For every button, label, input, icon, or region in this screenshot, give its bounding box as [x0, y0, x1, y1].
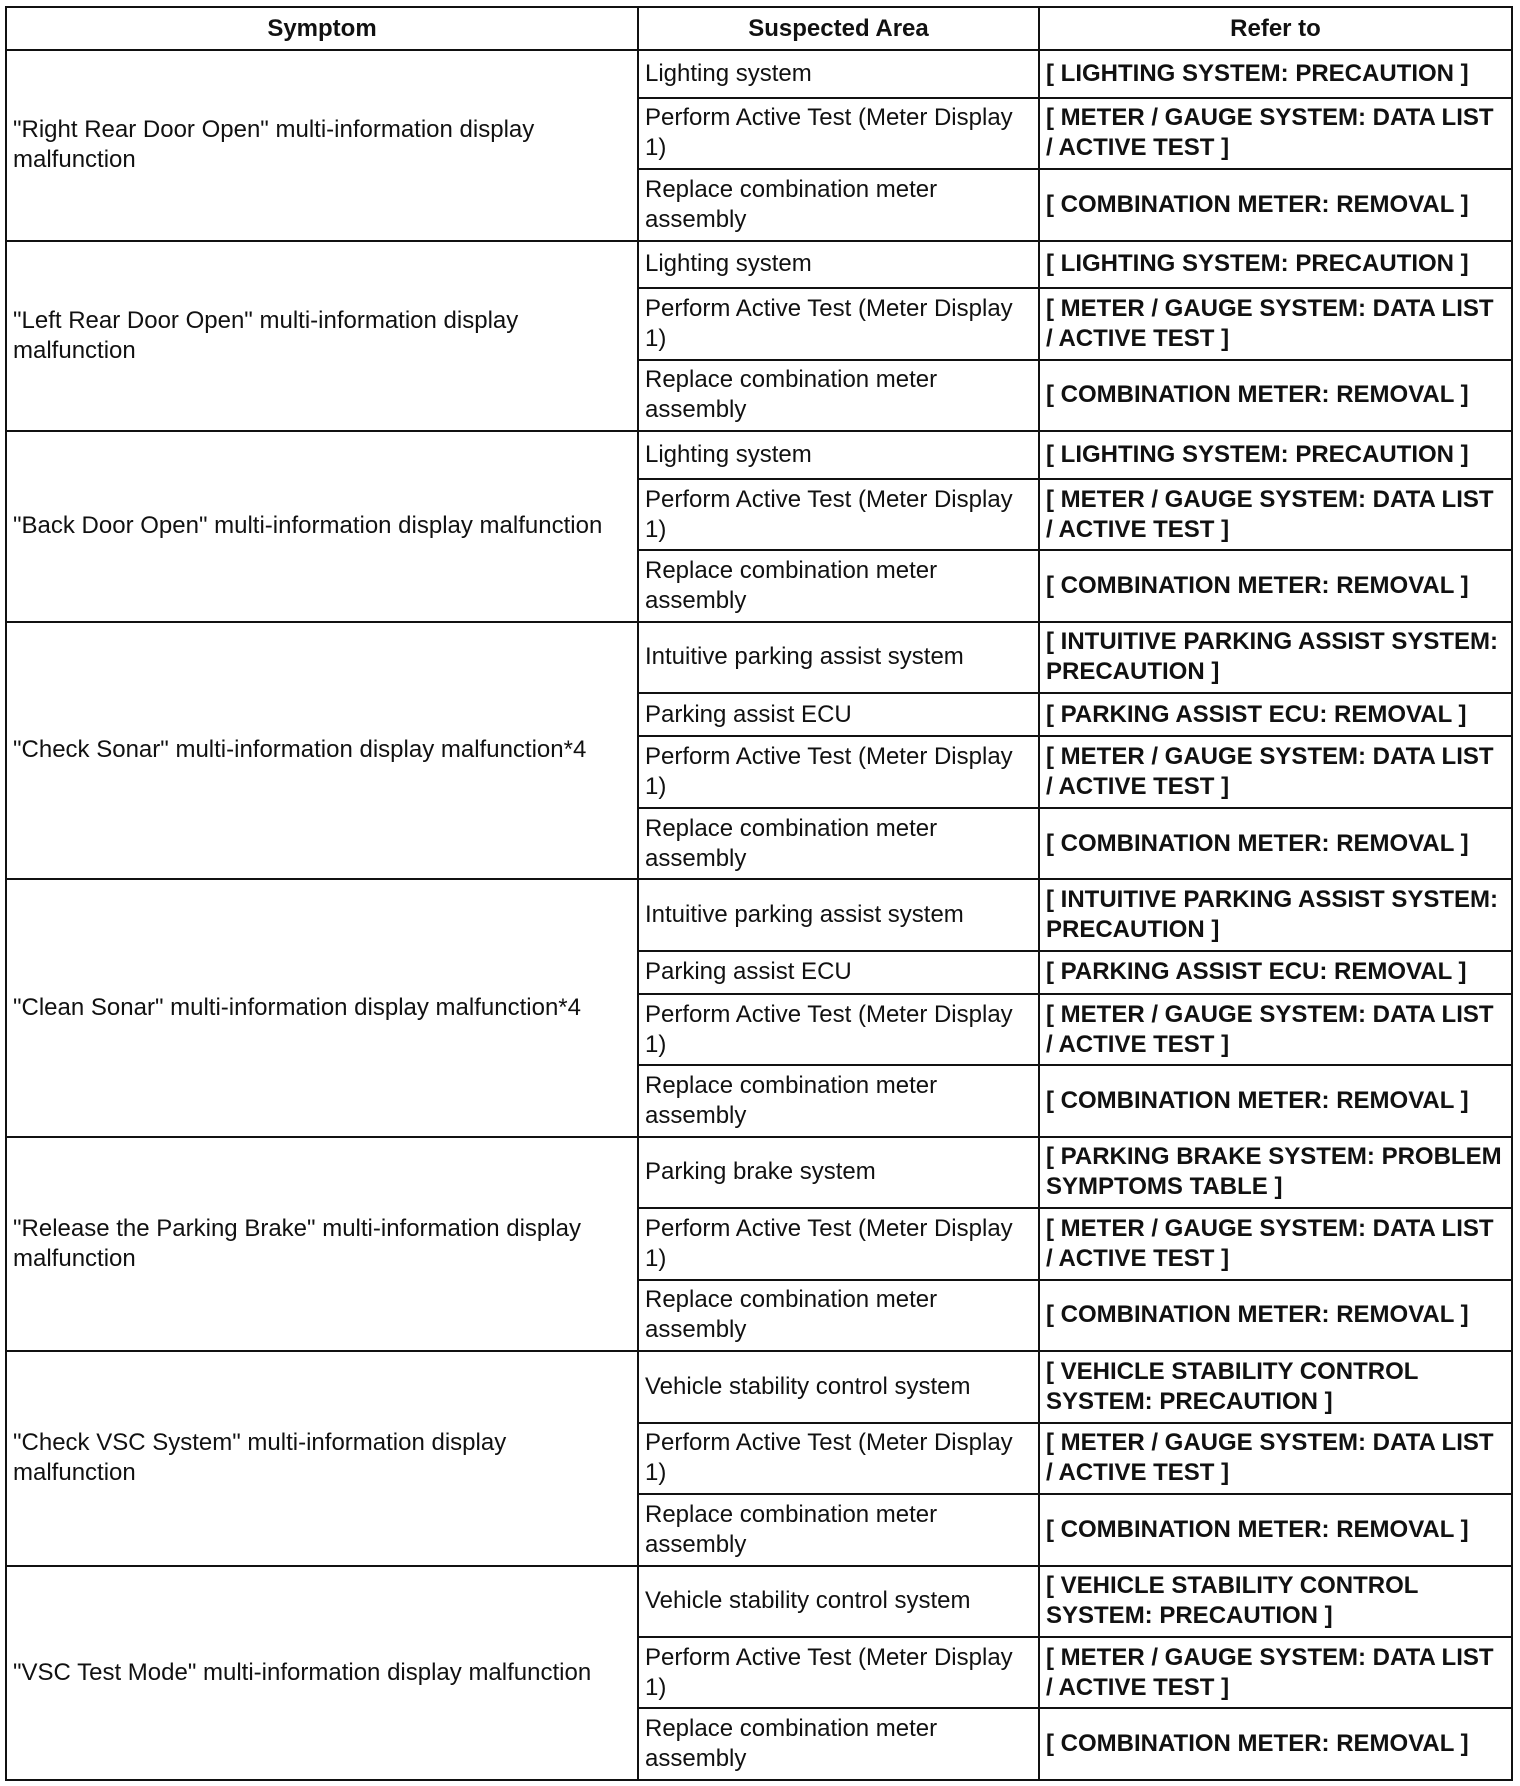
refer-to-cell: [ METER / GAUGE SYSTEM: DATA LIST / ACTIVE TEST ]: [1039, 994, 1512, 1065]
refer-to-cell: [ COMBINATION METER: REMOVAL ]: [1039, 169, 1512, 240]
refer-to-cell: [ PARKING BRAKE SYSTEM: PROBLEM SYMPTOMS TABLE ]: [1039, 1137, 1512, 1208]
suspected-area-cell: Lighting system: [638, 431, 1039, 479]
suspected-area-cell: Replace combination meter assembly: [638, 1065, 1039, 1136]
refer-to-cell: [ COMBINATION METER: REMOVAL ]: [1039, 1280, 1512, 1351]
problem-symptoms-table: [5, 6, 1513, 1781]
table-row: [6, 431, 1512, 479]
refer-to-cell: [ PARKING ASSIST ECU: REMOVAL ]: [1039, 693, 1512, 736]
header-row: [6, 7, 1512, 50]
suspected-area-cell: Replace combination meter assembly: [638, 169, 1039, 240]
suspected-area-cell: Perform Active Test (Meter Display 1): [638, 736, 1039, 807]
symptom-cell: "Check VSC System" multi-information display malfunction: [6, 1351, 638, 1565]
refer-to-cell: [ INTUITIVE PARKING ASSIST SYSTEM: PRECAUTION ]: [1039, 879, 1512, 950]
suspected-area-cell: Parking brake system: [638, 1137, 1039, 1208]
refer-to-cell: [ COMBINATION METER: REMOVAL ]: [1039, 360, 1512, 431]
suspected-area-cell: Replace combination meter assembly: [638, 1708, 1039, 1780]
suspected-area-cell: Replace combination meter assembly: [638, 1280, 1039, 1351]
header-refer-to: Refer to: [1039, 7, 1512, 50]
suspected-area-cell: Replace combination meter assembly: [638, 1494, 1039, 1565]
refer-to-cell: [ COMBINATION METER: REMOVAL ]: [1039, 1494, 1512, 1565]
refer-to-cell: [ COMBINATION METER: REMOVAL ]: [1039, 1708, 1512, 1780]
table-row: [6, 241, 1512, 289]
symptom-cell: "Left Rear Door Open" multi-information display malfunction: [6, 241, 638, 432]
refer-to-cell: [ COMBINATION METER: REMOVAL ]: [1039, 808, 1512, 879]
refer-to-cell: [ VEHICLE STABILITY CONTROL SYSTEM: PRECAUTION ]: [1039, 1351, 1512, 1422]
suspected-area-cell: Perform Active Test (Meter Display 1): [638, 994, 1039, 1065]
refer-to-cell: [ METER / GAUGE SYSTEM: DATA LIST / ACTIVE TEST ]: [1039, 288, 1512, 359]
header-suspected-area: Suspected Area: [638, 7, 1039, 50]
suspected-area-cell: Replace combination meter assembly: [638, 550, 1039, 621]
table-body: [6, 50, 1512, 1780]
suspected-area-cell: Lighting system: [638, 50, 1039, 98]
symptom-cell: "Right Rear Door Open" multi-information display malfunction: [6, 50, 638, 241]
suspected-area-cell: Vehicle stability control system: [638, 1566, 1039, 1637]
symptom-cell: "Back Door Open" multi-information display malfunction: [6, 431, 638, 622]
suspected-area-cell: Perform Active Test (Meter Display 1): [638, 1637, 1039, 1708]
table-row: [6, 622, 1512, 693]
table-row: [6, 1351, 1512, 1422]
symptom-cell: "Clean Sonar" multi-information display malfunction*4: [6, 879, 638, 1137]
refer-to-cell: [ METER / GAUGE SYSTEM: DATA LIST / ACTIVE TEST ]: [1039, 1208, 1512, 1279]
refer-to-cell: [ METER / GAUGE SYSTEM: DATA LIST / ACTIVE TEST ]: [1039, 1423, 1512, 1494]
refer-to-cell: [ VEHICLE STABILITY CONTROL SYSTEM: PRECAUTION ]: [1039, 1566, 1512, 1637]
suspected-area-cell: Perform Active Test (Meter Display 1): [638, 1208, 1039, 1279]
symptom-cell: "Check Sonar" multi-information display malfunction*4: [6, 622, 638, 880]
refer-to-cell: [ METER / GAUGE SYSTEM: DATA LIST / ACTIVE TEST ]: [1039, 98, 1512, 169]
refer-to-cell: [ COMBINATION METER: REMOVAL ]: [1039, 1065, 1512, 1136]
refer-to-cell: [ METER / GAUGE SYSTEM: DATA LIST / ACTIVE TEST ]: [1039, 1637, 1512, 1708]
suspected-area-cell: Intuitive parking assist system: [638, 622, 1039, 693]
symptom-cell: "VSC Test Mode" multi-information display malfunction: [6, 1566, 638, 1780]
table-row: [6, 50, 1512, 98]
suspected-area-cell: Parking assist ECU: [638, 951, 1039, 994]
suspected-area-cell: Replace combination meter assembly: [638, 360, 1039, 431]
suspected-area-cell: Perform Active Test (Meter Display 1): [638, 1423, 1039, 1494]
header-symptom: Symptom: [6, 7, 638, 50]
refer-to-cell: [ METER / GAUGE SYSTEM: DATA LIST / ACTIVE TEST ]: [1039, 479, 1512, 550]
suspected-area-cell: Intuitive parking assist system: [638, 879, 1039, 950]
suspected-area-cell: Replace combination meter assembly: [638, 808, 1039, 879]
refer-to-cell: [ INTUITIVE PARKING ASSIST SYSTEM: PRECAUTION ]: [1039, 622, 1512, 693]
table-row: [6, 1566, 1512, 1637]
suspected-area-cell: Parking assist ECU: [638, 693, 1039, 736]
refer-to-cell: [ COMBINATION METER: REMOVAL ]: [1039, 550, 1512, 621]
refer-to-cell: [ LIGHTING SYSTEM: PRECAUTION ]: [1039, 50, 1512, 98]
table-row: [6, 1137, 1512, 1208]
suspected-area-cell: Vehicle stability control system: [638, 1351, 1039, 1422]
refer-to-cell: [ PARKING ASSIST ECU: REMOVAL ]: [1039, 951, 1512, 994]
refer-to-cell: [ METER / GAUGE SYSTEM: DATA LIST / ACTIVE TEST ]: [1039, 736, 1512, 807]
suspected-area-cell: Perform Active Test (Meter Display 1): [638, 479, 1039, 550]
table-row: [6, 879, 1512, 950]
refer-to-cell: [ LIGHTING SYSTEM: PRECAUTION ]: [1039, 431, 1512, 479]
suspected-area-cell: Perform Active Test (Meter Display 1): [638, 98, 1039, 169]
suspected-area-cell: Perform Active Test (Meter Display 1): [638, 288, 1039, 359]
refer-to-cell: [ LIGHTING SYSTEM: PRECAUTION ]: [1039, 241, 1512, 289]
suspected-area-cell: Lighting system: [638, 241, 1039, 289]
symptom-cell: "Release the Parking Brake" multi-information display malfunction: [6, 1137, 638, 1351]
